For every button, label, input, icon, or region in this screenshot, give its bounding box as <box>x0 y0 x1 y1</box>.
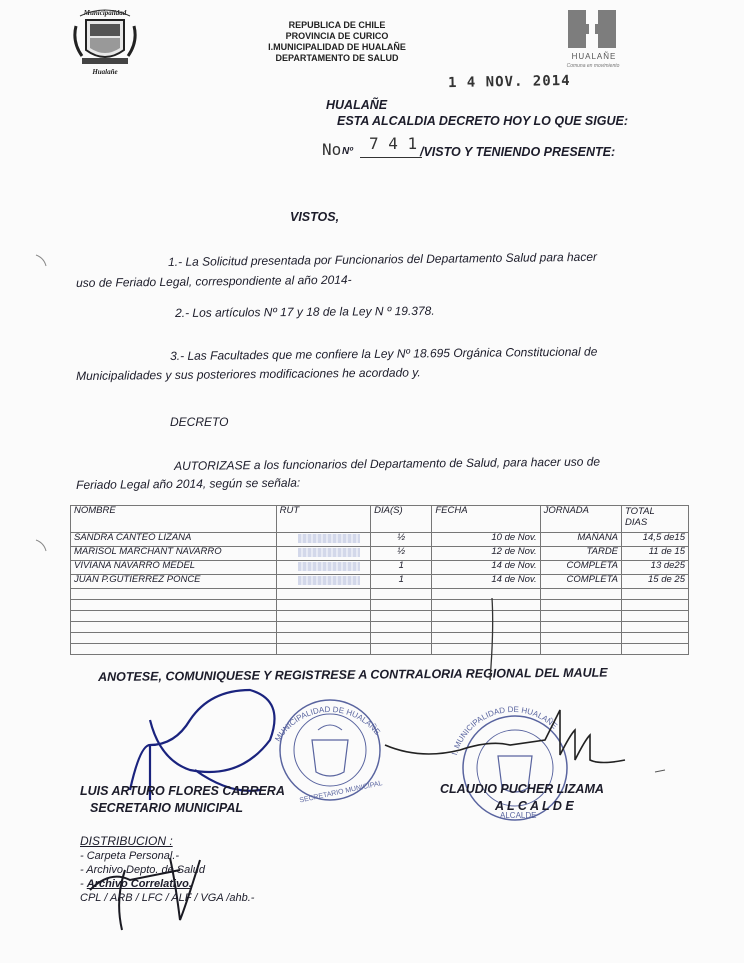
archivo-prefix: - <box>80 878 87 890</box>
decree-intro: ESTA ALCALDIA DECRETO HOY LO QUE SIGUE: <box>337 114 628 128</box>
cell-jornada: COMPLETA <box>540 575 621 589</box>
cell-total: 11 de 15 <box>622 547 689 561</box>
cell-dias: 1 <box>371 575 432 589</box>
table-row <box>71 533 689 547</box>
empty-row <box>71 622 689 633</box>
cell-dias: ½ <box>371 533 432 547</box>
number-underline <box>360 157 422 158</box>
col-header-name: NOMBRE <box>71 506 277 533</box>
cell-name: MARISOL MARCHANT NAVARRO <box>71 547 277 561</box>
number-label: Nº <box>342 146 353 157</box>
secretary-title: SECRETARIO MUNICIPAL <box>90 801 244 815</box>
header-line-2: PROVINCIA DE CURICO <box>285 31 389 41</box>
decree-number: 7 4 1 <box>369 134 418 153</box>
city-heading: HUALAÑE <box>326 98 388 112</box>
col-header-rut: RUT <box>276 506 370 533</box>
item-2: 2.- Los artículos Nº 17 y 18 de la Ley N º 19.378. <box>175 303 435 320</box>
cell-name: VIVIANA NAVARRO MEDEL <box>71 561 277 575</box>
header-line-4: DEPARTAMENTO DE SALUD <box>275 53 399 63</box>
cell-dias: 1 <box>371 561 432 575</box>
brand-name: HUALAÑE <box>571 52 617 61</box>
cell-total: 15 de 25 <box>622 575 689 589</box>
cell-total: 13 de25 <box>622 561 689 575</box>
header-line-3: I.MUNICIPALIDAD DE HUALAÑE <box>268 42 406 52</box>
brand-letter: H <box>591 32 593 33</box>
autoriza-line-1: AUTORIZASE a los funcionarios del Departamento de Salud, para hacer uso de <box>174 454 601 473</box>
vacation-table <box>70 505 689 655</box>
mayor-name: CLAUDIO PUCHER LIZAMA <box>440 782 604 796</box>
item-1-line-2: uso de Feriado Legal, correspondiente al año 2014- <box>76 272 352 290</box>
cell-fecha: 10 de Nov. <box>432 533 540 547</box>
col-header-jornada: JORNADA <box>540 506 621 533</box>
cell-name: SANDRA CANTEO LIZANA <box>71 533 277 547</box>
distribution-archivo <box>80 878 192 890</box>
cell-fecha: 12 de Nov. <box>432 547 540 561</box>
empty-row <box>71 589 689 600</box>
empty-row <box>71 600 689 611</box>
table-row <box>71 575 689 589</box>
cell-jornada: TARDE <box>540 547 621 561</box>
cell-total: 14,5 de15 <box>622 533 689 547</box>
empty-row <box>71 611 689 622</box>
distribution-initials: CPL / ARB / LFC / ALF / VGA /ahb.- <box>80 892 255 904</box>
distribution-item: - Carpeta Personal.- <box>80 850 180 862</box>
col-header-total <box>622 506 689 533</box>
cell-dias: ½ <box>371 547 432 561</box>
item-3-line-1: 3.- Las Facultades que me confiere la Ley Nº 18.695 Orgánica Constitucional de <box>170 344 598 363</box>
cell-fecha: 14 de Nov. <box>432 561 540 575</box>
cell-name: JUAN P.GUTIERREZ PONCE <box>71 575 277 589</box>
redaction-mark <box>298 576 360 585</box>
redaction-mark <box>298 562 360 571</box>
redaction-mark <box>298 534 360 543</box>
brand-tagline: Comuna en movimiento <box>566 63 620 69</box>
autoriza-line-2: Feriado Legal año 2014, según se señala: <box>76 475 301 492</box>
cell-rut-redacted <box>276 533 370 547</box>
cell-jornada: COMPLETA <box>540 561 621 575</box>
archivo-label: Archivo Correlativo. <box>86 878 192 890</box>
redaction-mark <box>298 548 360 557</box>
col-header-fecha: FECHA <box>432 506 540 533</box>
secretary-seal <box>273 700 383 804</box>
municipal-crest-logo <box>68 6 142 78</box>
vistos-heading: VISTOS, <box>290 210 340 224</box>
col-header-dias: DIA(S) <box>371 506 432 533</box>
item-3-line-2: Municipalidades y sus posteriores modificaciones he acordado y. <box>76 365 421 383</box>
seal-left-top-text: MUNICIPALIDAD DE HUALAÑE <box>273 704 382 744</box>
item-1-line-1: 1.- La Solicitud presentada por Funcionarios del Departamento Salud para hacer <box>168 249 598 269</box>
cell-rut-redacted <box>276 575 370 589</box>
crest-bottom-text: Hualañe <box>92 68 118 76</box>
cell-rut-redacted <box>276 561 370 575</box>
document-header <box>222 20 452 64</box>
col-header-total-2: DIAS <box>625 517 648 528</box>
cell-jornada: MAÑANA <box>540 533 621 547</box>
empty-row <box>71 644 689 655</box>
seal-right-bottom-text: ALCALDE <box>500 811 537 820</box>
seal-right-top-text: I. MUNICIPALIDAD DE HUALAÑE <box>450 704 560 757</box>
date-stamp: 1 4 NOV. 2014 <box>447 72 571 92</box>
number-prefix-handwritten: No <box>322 140 342 159</box>
decreto-heading: DECRETO <box>170 415 229 429</box>
table-row <box>71 547 689 561</box>
punch-hole-marks <box>36 255 46 551</box>
distribution-heading: DISTRIBUCION : <box>80 834 173 848</box>
header-line-1: REPUBLICA DE CHILE <box>288 20 386 30</box>
col-header-total-1: TOTAL <box>625 506 655 517</box>
visto-line: /VISTO Y TENIENDO PRESENTE: <box>420 145 616 159</box>
table-header-row <box>71 506 689 533</box>
seal-left-bottom-text: SECRETARIO MUNICIPAL <box>298 780 384 805</box>
empty-row <box>71 633 689 644</box>
cell-rut-redacted <box>276 547 370 561</box>
cell-fecha: 14 de Nov. <box>432 575 540 589</box>
crest-top-text: Municipalidad <box>83 9 127 17</box>
distribution-item: - Archivo Depto. de Salud <box>80 864 205 876</box>
table-row <box>71 561 689 575</box>
mayor-signature <box>385 710 625 763</box>
closing-line: ANOTESE, COMUNIQUESE Y REGISTRESE A CONTRALORIA REGIONAL DEL MAULE <box>98 665 608 684</box>
mayor-title: A L C A L D E <box>495 799 574 813</box>
secretary-name: LUIS ARTURO FLORES CABRERA <box>80 784 285 798</box>
